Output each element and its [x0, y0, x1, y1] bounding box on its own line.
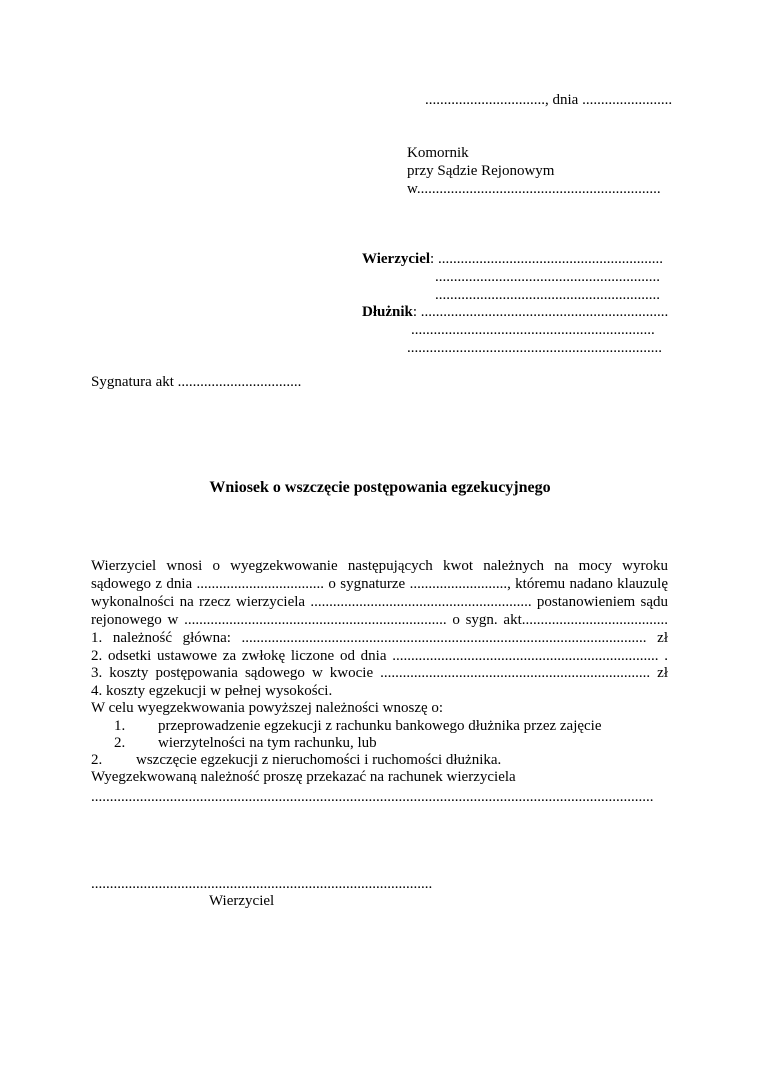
creditor-line-2: ............................................................: [435, 269, 660, 285]
debtor-line-2: .................................................................: [411, 322, 655, 338]
creditor-line-3: ............................................................: [435, 287, 660, 303]
debtor-line-3: ....................................................................: [407, 340, 662, 356]
item-principal: 1. należność główna: ............................................................................................................ zł: [91, 630, 668, 646]
creditor-block: [362, 251, 663, 268]
item-interest: 2. odsetki ustawowe za zwłokę liczone od dnia ....................................................................... .: [91, 648, 668, 664]
signature-line: ...........................................................................................: [91, 876, 433, 892]
debtor-block: [362, 304, 668, 321]
body-paragraph-line-3: wykonalności na rzecz wierzyciela ........................................................... postanowieniem sądu: [91, 594, 668, 610]
option-3-number: 2.: [91, 752, 103, 768]
debtor-line-1: : ..................................................................: [412, 304, 669, 320]
debtor-label: Dłużnik: [362, 304, 413, 320]
signature-label: Wierzyciel: [209, 893, 275, 909]
document-title: Wniosek o wszczęcie postępowania egzekucyjnego: [209, 479, 551, 496]
option-2-number: 2.: [114, 735, 126, 751]
addressee-line-1: Komornik: [407, 145, 469, 161]
option-1-text: przeprowadzenie egzekucji z rachunku bankowego dłużnika przez zajęcie: [158, 718, 602, 734]
creditor-label: Wierzyciel: [362, 251, 431, 267]
body-paragraph-line-2: sądowego z dnia .................................. o sygnaturze .........................., któremu nadano klauzulę: [91, 576, 668, 592]
addressee-line-2: przy Sądzie Rejonowym: [407, 163, 555, 179]
transfer-line: Wyegzekwowaną należność proszę przekazać na rachunek wierzyciela: [91, 769, 516, 785]
item-enforcement-costs: 4. koszty egzekucji w pełnej wysokości.: [91, 683, 333, 699]
body-paragraph-line-4: rejonowego w ...................................................................... o sygn. akt.......................................: [91, 612, 668, 628]
option-1-number: 1.: [114, 718, 126, 734]
item-court-costs: 3. koszty postępowania sądowego w kwocie ........................................................................ zł: [91, 665, 668, 681]
case-signature: Sygnatura akt .................................: [91, 374, 302, 390]
request-intro: W celu wyegzekwowania powyższej należności wnoszę o:: [91, 700, 444, 716]
option-2-text: wierzytelności na tym rachunku, lub: [158, 735, 377, 751]
account-number-line: ......................................................................................................................................................: [91, 789, 654, 805]
date-line: ................................, dnia ........................: [425, 92, 673, 108]
option-3-text: wszczęcie egzekucji z nieruchomości i ruchomości dłużnika.: [136, 752, 502, 768]
body-paragraph-line-1: Wierzyciel wnosi o wyegzekwowanie następujących kwot należnych na mocy wyroku: [91, 558, 668, 574]
creditor-line-1: : ............................................................: [430, 251, 663, 267]
addressee-line-3: w.................................................................: [407, 181, 661, 197]
